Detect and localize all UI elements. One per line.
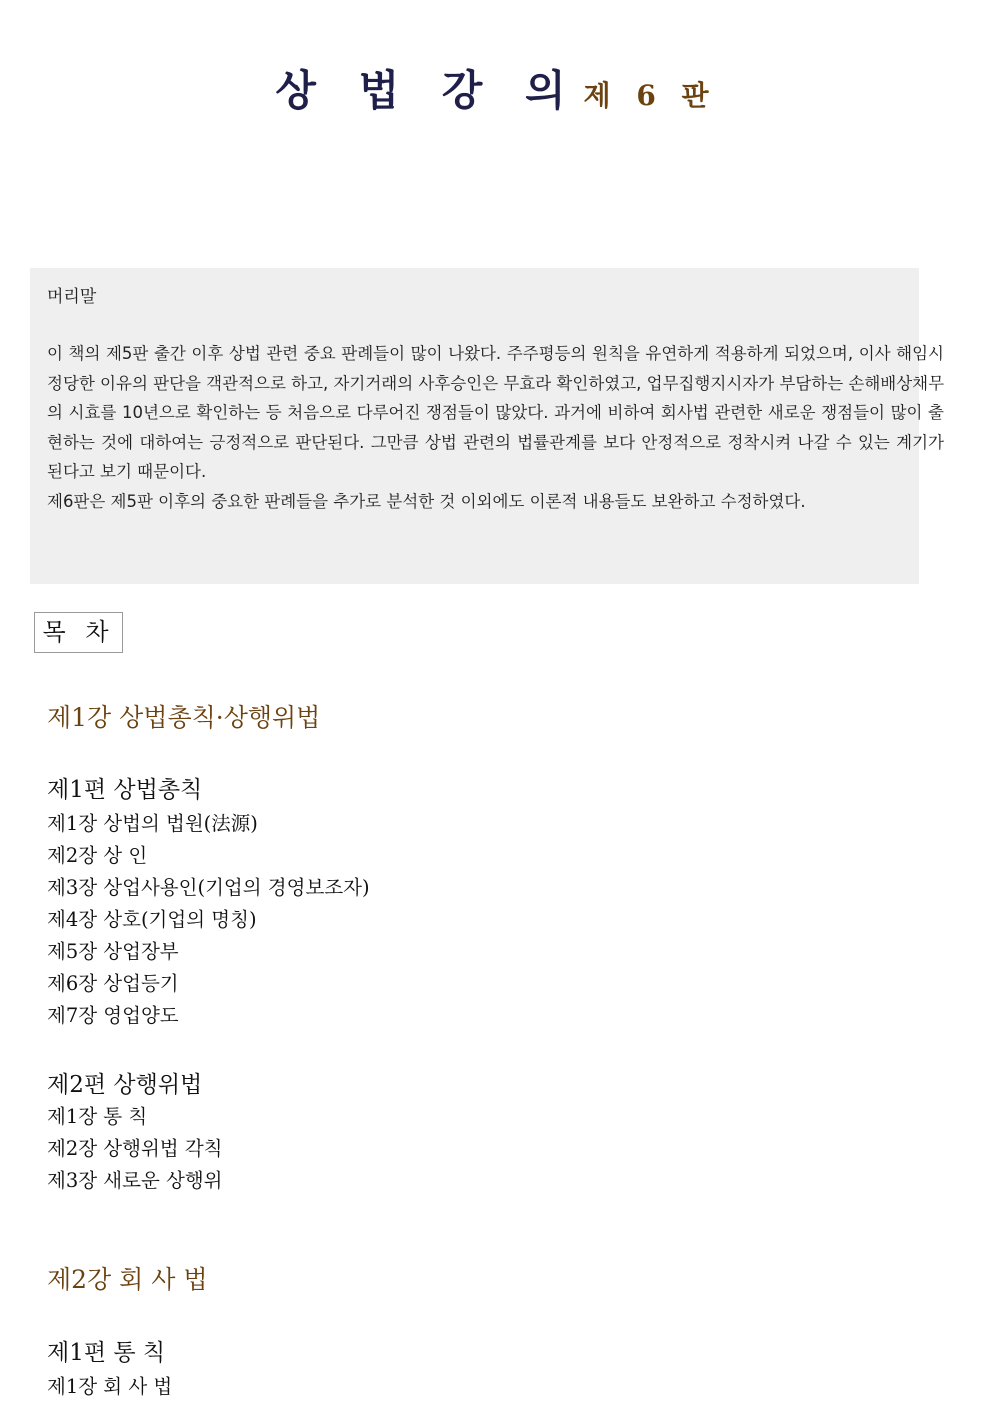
preface-heading: 머리말 bbox=[47, 287, 97, 307]
toc-part-1-1[interactable]: 제1편 상법총칙 bbox=[47, 777, 203, 803]
toc-chapter[interactable]: 제6장 상업등기 bbox=[47, 972, 179, 995]
toc-chapter[interactable]: 제3장 상업사용인(기업의 경영보조자) bbox=[47, 876, 370, 899]
edition-label: 제 6 판 bbox=[583, 79, 717, 112]
toc-lecture-2[interactable]: 제2강 회 사 법 bbox=[47, 1265, 208, 1294]
toc-label: 목 차 bbox=[34, 612, 123, 653]
document-title bbox=[0, 58, 992, 118]
toc-chapter[interactable]: 제3장 새로운 상행위 bbox=[47, 1169, 223, 1192]
preface-box bbox=[30, 268, 945, 584]
preface-paragraph-2: 제6판은 제5판 이후의 중요한 판례들을 추가로 분석한 것 이외에도 이론적 내용들도 보완하고 수정하였다. bbox=[47, 491, 806, 511]
toc-chapter[interactable]: 제1장 상법의 법원(法源) bbox=[47, 812, 258, 835]
book-title: 상 법 강 의 bbox=[275, 66, 580, 115]
toc-chapter[interactable]: 제4장 상호(기업의 명칭) bbox=[47, 908, 257, 931]
toc-chapter[interactable]: 제1장 회 사 법 bbox=[47, 1375, 173, 1398]
toc-chapter[interactable]: 제2장 상 인 bbox=[47, 844, 148, 867]
toc-part-2-1[interactable]: 제1편 통 칙 bbox=[47, 1340, 166, 1366]
toc-chapter[interactable]: 제5장 상업장부 bbox=[47, 940, 179, 963]
preface-paragraph-1: 이 책의 제5판 출간 이후 상법 관련 중요 판례들이 많이 나왔다. 주주평등의 원칙을 유연하게 적용하게 되었으며, 이사 해임시 정당한 이유의 판단을 객관적으로 하고, 자기거래의 사후승인은 무효라 확인하였고, 업무집행지시자가 부담하는 손해배상채무의 시효를 10년으로 확인하는 등 처음으로 다루어진 쟁점들이 많았다. 과거에 비하여 회사법 관련한 새로운 쟁점들이 많이 출현하는 것에 대하여는 긍정적으로 판단된다. 그만큼 상법 관련의 법률관계를 보다 안정적으로 정착시켜 나갈 수 있는 계기가 된다고 보기 때문이다. bbox=[47, 344, 945, 482]
toc-lecture-1[interactable]: 제1강 상법총칙·상행위법 bbox=[47, 703, 321, 732]
toc-chapter[interactable]: 제7장 영업양도 bbox=[47, 1004, 179, 1027]
toc-chapter[interactable]: 제2장 상행위법 각칙 bbox=[47, 1137, 223, 1160]
toc-chapter[interactable]: 제1장 통 칙 bbox=[47, 1105, 148, 1128]
toc-part-1-2[interactable]: 제2편 상행위법 bbox=[47, 1072, 203, 1098]
